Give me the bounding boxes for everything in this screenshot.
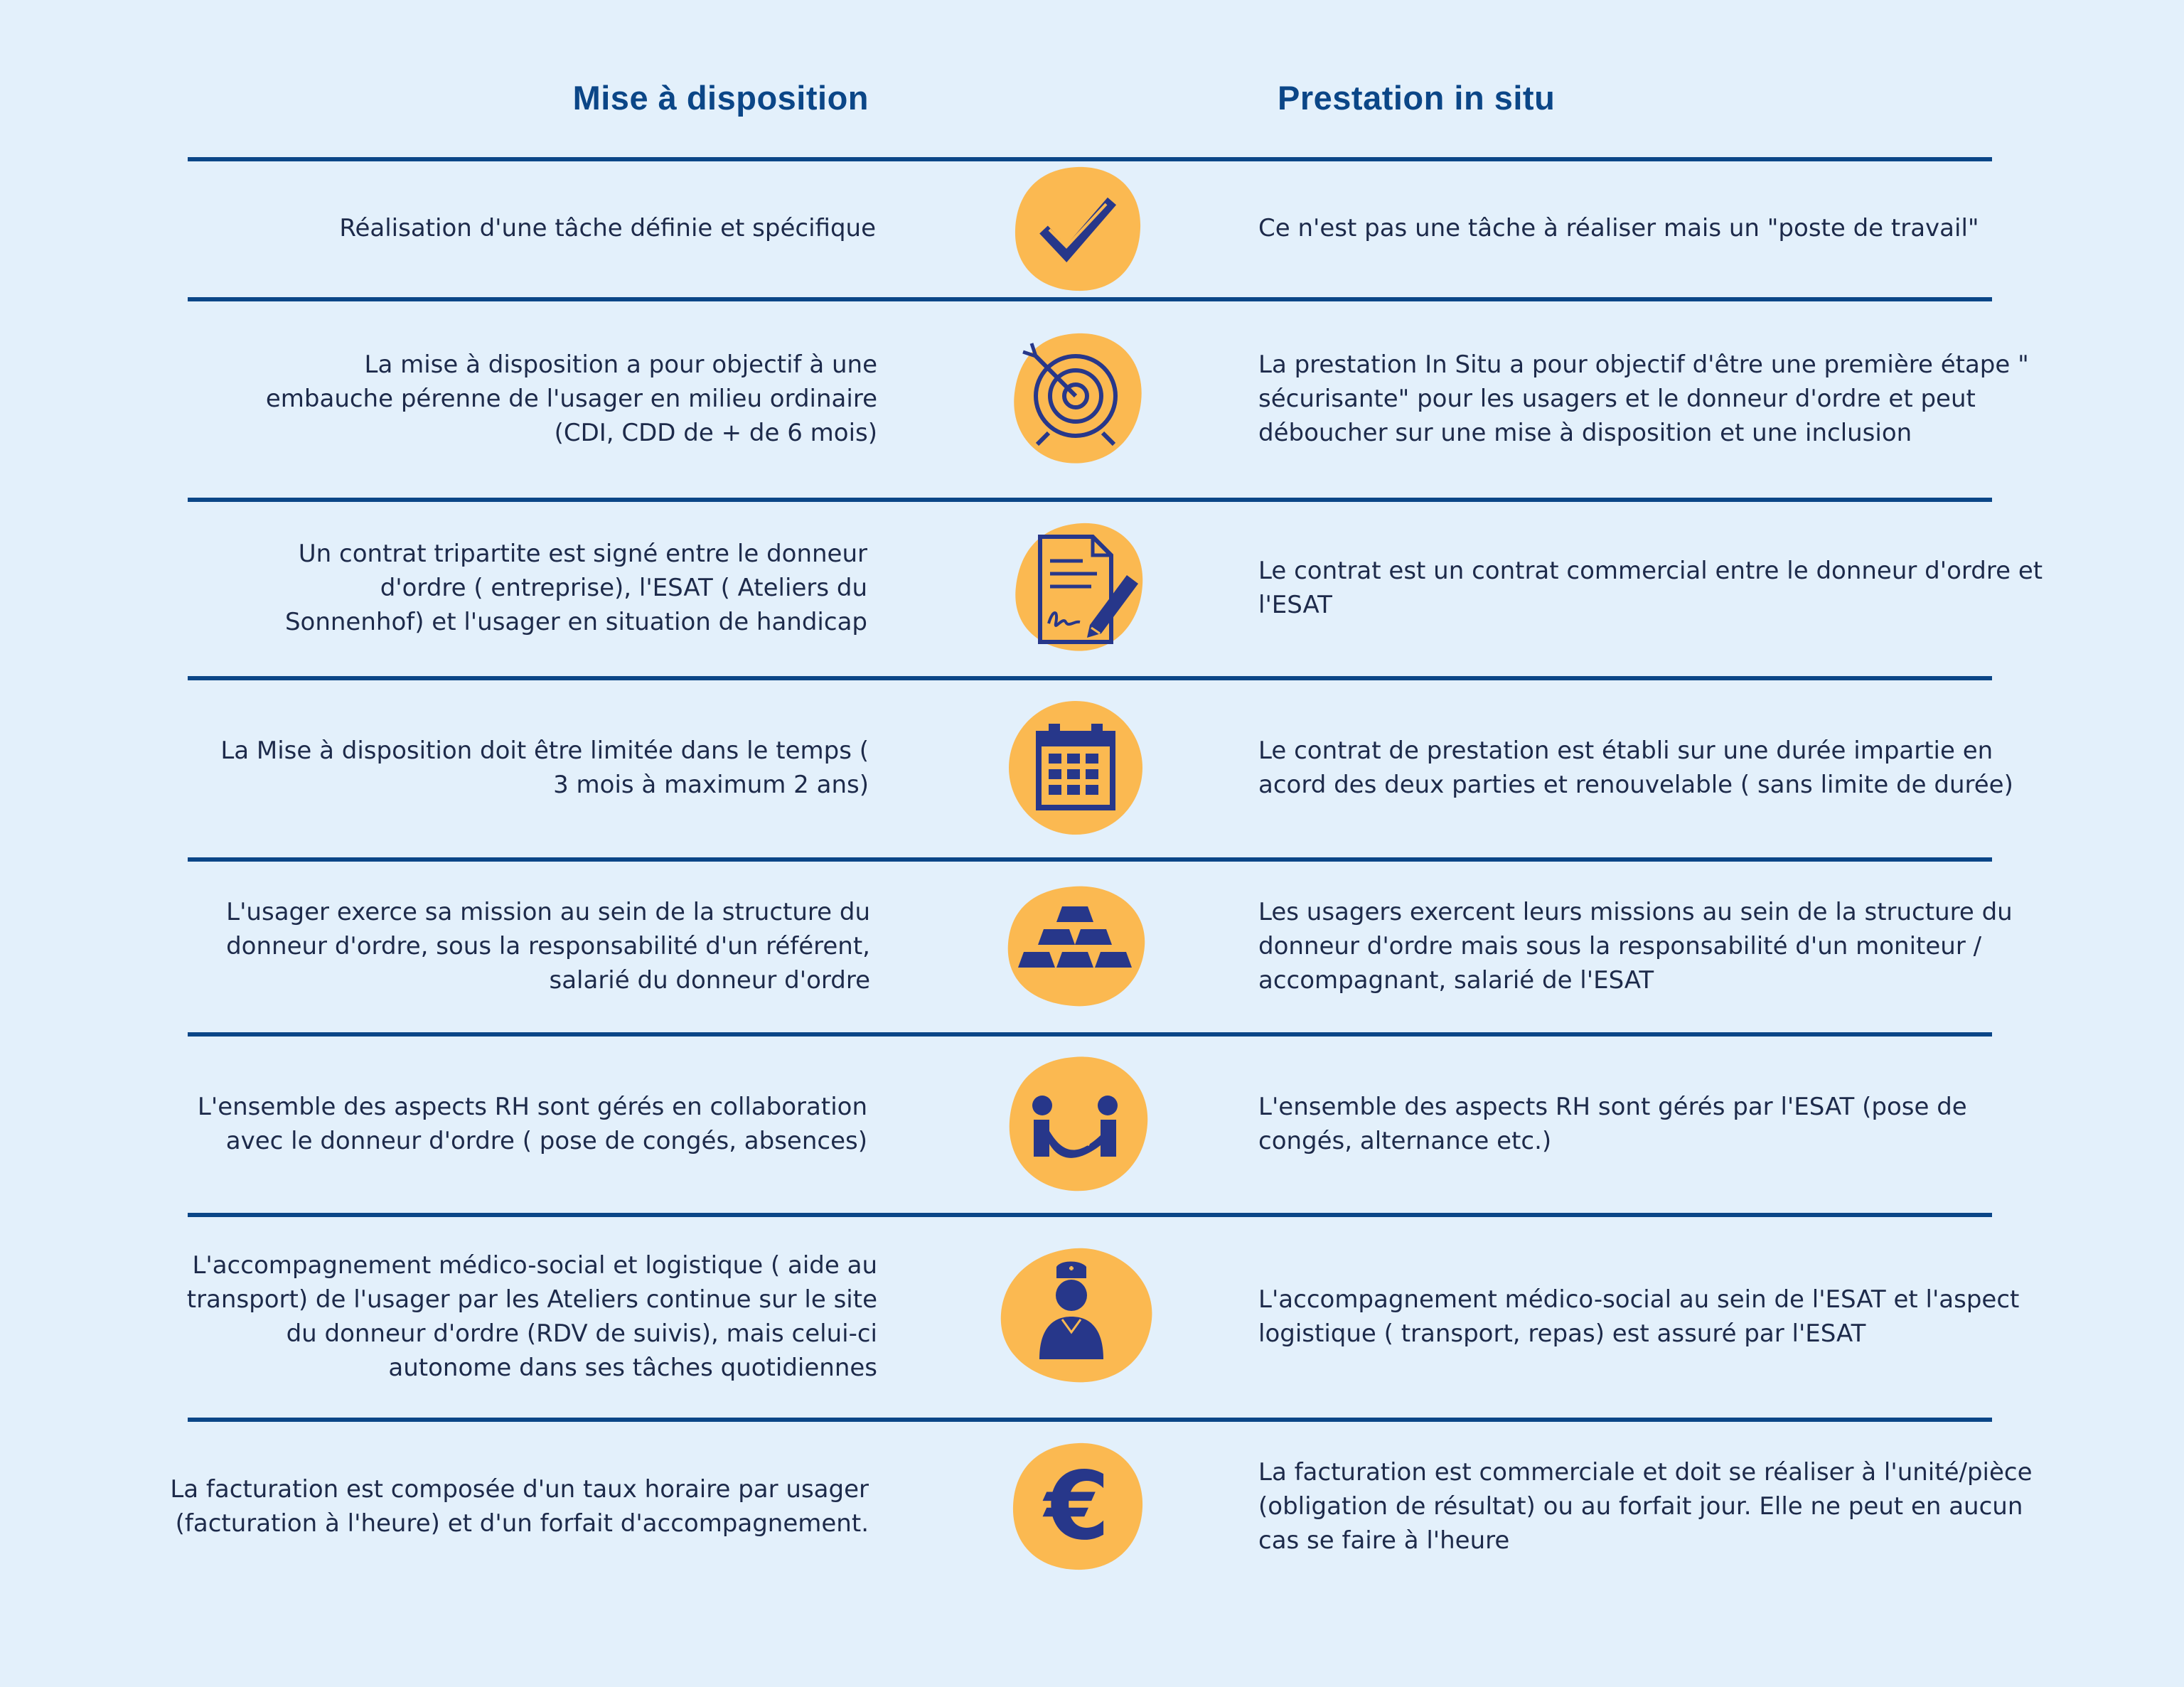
row-1-left-text: Réalisation d'une tâche définie et spécifique — [339, 214, 876, 242]
header-prestation-in-situ: Prestation in situ — [1278, 79, 1556, 117]
row-8-left-text: La facturation est composée d'un taux horaire par usager (facturation à l'heure) et d'un forfait d'accompagnement. — [170, 1475, 869, 1538]
row-1-right-text: Ce n'est pas une tâche à réaliser mais un "poste de travail" — [1258, 214, 1979, 242]
target-icon — [995, 299, 1159, 498]
svg-text:€: € — [1044, 1452, 1110, 1561]
contract-signature-icon — [995, 500, 1159, 676]
row-6-right-text: L'ensemble des aspects RH sont gérés par l'ESAT (pose de congés, alternance etc.) — [1258, 1092, 1967, 1155]
row-3-left-text: Un contrat tripartite est signé entre le donneur d'ordre ( entreprise), l'ESAT ( Ateliers du Sonnenhof) et l'usager en situation de handicap — [284, 540, 867, 636]
row-3-right-text: Le contrat est un contrat commercial entre le donneur d'ordre et l'ESAT — [1258, 557, 2043, 619]
row-4-right-text: Le contrat de prestation est établi sur une durée impartie en acord des deux parties et renouvelable ( sans limite de durée) — [1258, 737, 2013, 799]
row-6-left-text: L'ensemble des aspects RH sont gérés en collaboration avec le donneur d'ordre ( pose de congés, absences) — [197, 1092, 867, 1155]
checkmark-icon — [995, 159, 1159, 297]
euro-icon — [995, 1420, 1159, 1593]
nurse-icon — [995, 1215, 1159, 1418]
row-7-left-text: L'accompagnement médico-social et logistique ( aide au transport) de l'usager par les Ateliers continue sur le site du donneur d'ordre (RDV de suivis), mais celui-ci autonome dans ses tâches quotidiennes — [186, 1250, 877, 1382]
header-mise-a-disposition: Mise à disposition — [572, 79, 869, 117]
calendar-icon — [995, 678, 1159, 857]
row-2-left-text: La mise à disposition a pour objectif à une embauche pérenne de l'usager en milieu ordinaire (CDI, CDD de + de 6 mois) — [265, 350, 877, 447]
gold-bars-icon — [995, 859, 1159, 1032]
row-5-left-text: L'usager exerce sa mission au sein de la structure du donneur d'ordre, sous la responsabilité d'un référent, salarié du donneur d'ordre — [226, 897, 870, 995]
row-2-right-text: La prestation In Situ a pour objectif d'être une première étape " sécurisante" pour les usagers et le donneur d'ordre et peut déboucher sur une mise à disposition et une inclusion — [1258, 350, 2029, 447]
row-8-right-text: La facturation est commerciale et doit se réaliser à l'unité/pièce (obligation de résultat) ou au forfait jour. Elle ne peut en aucun cas se faire à l'heure — [1258, 1458, 2033, 1555]
row-5-right-text: Les usagers exercent leurs missions au sein de la structure du donneur d'ordre mais sous la responsabilité d'un moniteur / accompagnant, salarié de l'ESAT — [1258, 897, 2013, 995]
row-7-right-text: L'accompagnement médico-social au sein de l'ESAT et l'aspect logistique ( transport, repas) est assuré par l'ESAT — [1258, 1285, 2020, 1348]
row-4-left-text: La Mise à disposition doit être limitée dans le temps ( 3 mois à maximum 2 ans) — [220, 737, 869, 799]
handshake-icon — [995, 1034, 1159, 1213]
